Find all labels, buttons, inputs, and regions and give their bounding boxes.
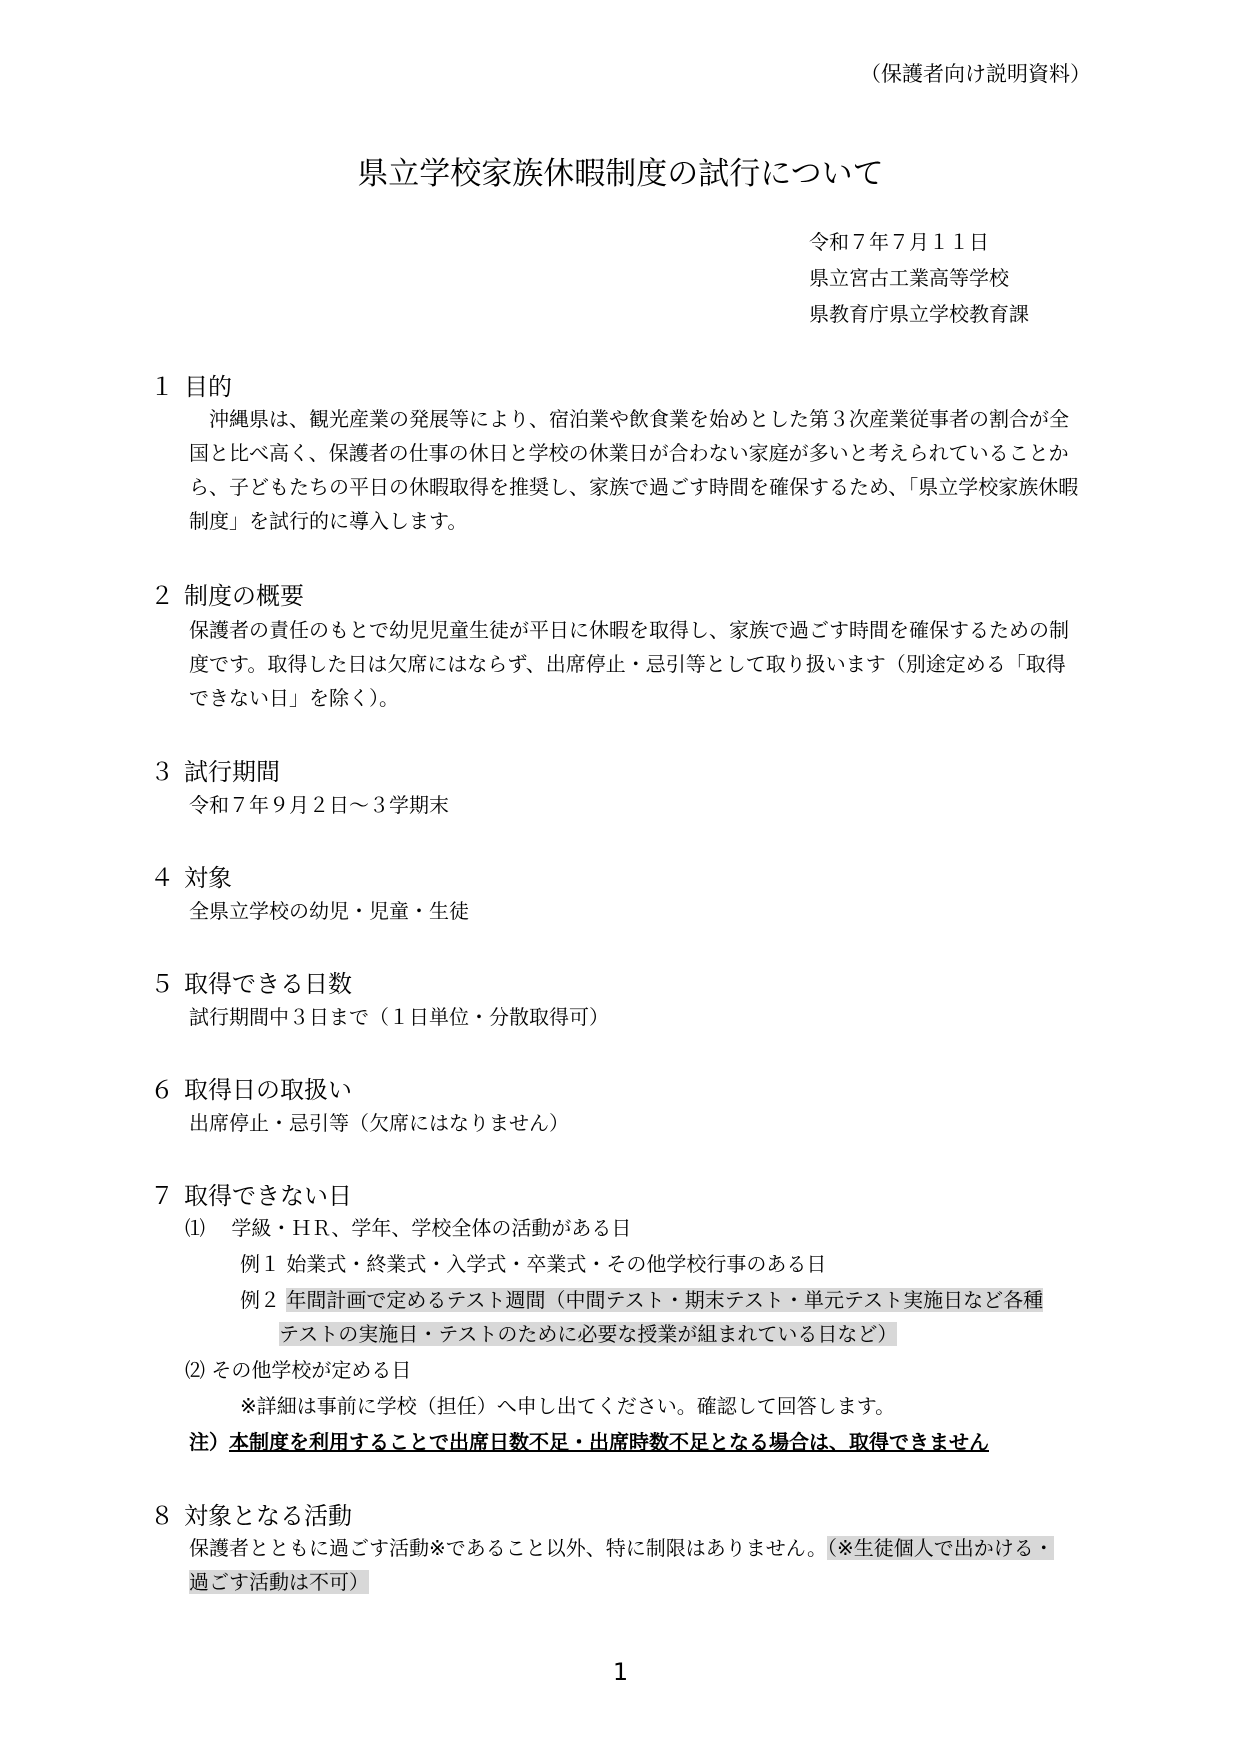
unavailable-item-1: ⑴ 学級・ＨＲ、学年、学校全体の活動がある日 (185, 1216, 632, 1240)
section-heading-handling: ６ 取得日の取扱い (150, 1076, 352, 1104)
handling-text: 出席停止・忌引等（欠席にはなりません） (189, 1111, 569, 1135)
section-heading-trial-period: ３ 試行期間 (150, 758, 280, 786)
section-heading-purpose: １ 目的 (150, 373, 232, 401)
page-number: 1 (612, 1658, 629, 1686)
section-heading-days: ５ 取得できる日数 (150, 970, 352, 998)
purpose-line: 国と比べ高く、保護者の仕事の休日と学校の休業日が合わない家庭が多いと考えられていることか (189, 441, 1069, 465)
issuer-department: 県教育庁県立学校教育課 (809, 302, 1029, 326)
issuer-school: 県立宮古工業高等学校 (809, 266, 1009, 290)
activities-line-2 (189, 1566, 369, 1595)
highlighted-text: 年間計画で定めるテスト週間（中間テスト・期末テスト・単元テスト実施日など各種 (286, 1288, 1044, 1312)
overview-line: 度です。取得した日は欠席にはならず、出席停止・忌引等として取り扱います（別途定める「取得 (189, 652, 1066, 676)
activities-line-1: 保護者とともに過ごす活動※であること以外、特に制限はありません。（※生徒個人で出かける・ (189, 1536, 1054, 1560)
unavailable-item-2: ⑵ その他学校が定める日 (185, 1358, 412, 1382)
caution-note: 注）本制度を利用することで出席日数不足・出席時数不足となる場合は、取得できません (189, 1430, 989, 1454)
overview-line: できない日」を除く）。 (189, 686, 399, 710)
days-text: 試行期間中３日まで（１日単位・分散取得可） (189, 1005, 609, 1029)
purpose-line: ら、子どもたちの平日の休暇取得を推奨し、家族で過ごす時間を確保するため、「県立学校家族休暇 (189, 475, 1079, 499)
highlighted-text: 過ごす活動は不可） (189, 1570, 369, 1594)
page-title: 県立学校家族休暇制度の試行について (357, 156, 884, 192)
target-text: 全県立学校の幼児・児童・生徒 (189, 899, 469, 923)
audience-note: （保護者向け説明資料） (860, 62, 1091, 86)
section-heading-target: ４ 対象 (150, 864, 232, 892)
section-heading-unavailable-days: ７ 取得できない日 (150, 1182, 352, 1210)
example-2-continued (279, 1318, 897, 1347)
issue-date: 令和７年７月１１日 (809, 230, 989, 254)
example-2: 例２ 年間計画で定めるテスト週間（中間テスト・期末テスト・単元テスト実施日など各種 (240, 1288, 1044, 1312)
trial-period-text: 令和７年９月２日～３学期末 (189, 793, 449, 817)
section-heading-activities: ８ 対象となる活動 (150, 1502, 352, 1530)
highlighted-text: テストの実施日・テストのために必要な授業が組まれている日など） (279, 1322, 898, 1346)
overview-line: 保護者の責任のもとで幼児児童生徒が平日に休暇を取得し、家族で過ごす時間を確保するための制 (189, 618, 1069, 642)
purpose-line: 沖縄県は、観光産業の発展等により、宿泊業や飲食業を始めとした第３次産業従事者の割合が全 (189, 407, 1069, 431)
section-heading-overview: ２ 制度の概要 (150, 582, 304, 610)
purpose-line: 制度」を試行的に導入します。 (189, 509, 468, 533)
detail-note: ※詳細は事前に学校（担任）へ申し出てください。確認して回答します。 (240, 1394, 896, 1418)
highlighted-text: （※生徒個人で出かける・ (826, 1536, 1054, 1560)
example-1: 例１ 始業式・終業式・入学式・卒業式・その他学校行事のある日 (240, 1252, 827, 1276)
